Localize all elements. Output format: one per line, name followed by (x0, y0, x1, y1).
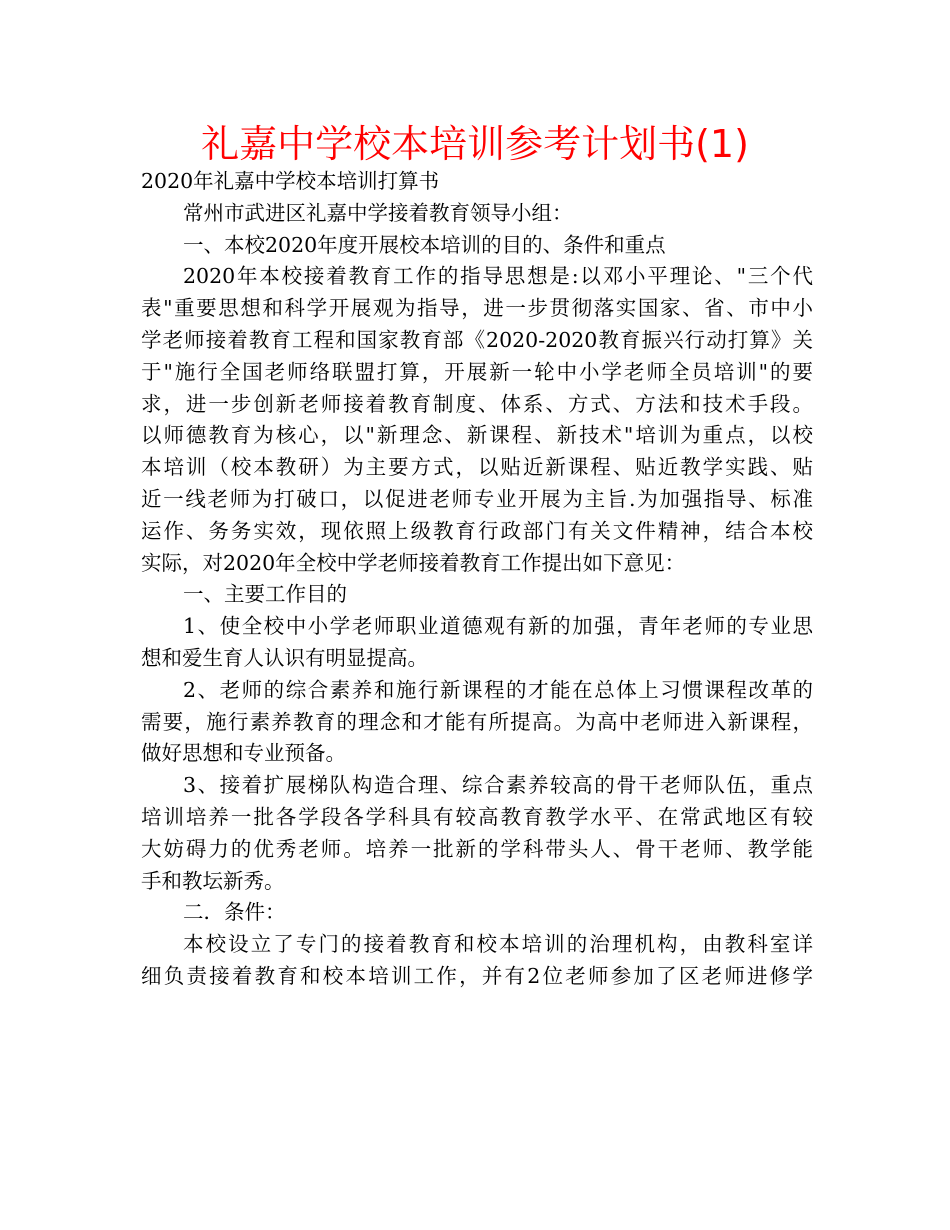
paragraph-line: 以师德教育为核心，以"新理念、新课程、新技术"培训为重点，以校 (141, 423, 813, 448)
paragraph-line: 近一线老师为打破口，以促进老师专业开展为主旨.为加强指导、标准 (141, 486, 813, 511)
subtitle-line: 2020年礼嘉中学校本培训打算书 (141, 169, 440, 193)
document-title: 礼嘉中学校本培训参考计划书(1) (201, 122, 749, 166)
paragraph-line: 需要，施行素养教育的理念和才能有所提高。为高中老师进入新课程， (141, 709, 813, 734)
paragraph-line: 本校设立了专门的接着教育和校本培训的治理机构，由教科室详 (183, 932, 813, 957)
paragraph-line: 细负责接着教育和校本培训工作，并有2位老师参加了区老师进修学 (141, 963, 813, 988)
paragraph-line: 想和爱生育人认识有明显提高。 (141, 645, 428, 670)
paragraph-line: 运作、务务实效，现依照上级教育行政部门有关文件精神，结合本校 (141, 518, 813, 543)
paragraph-line: 于"施行全国老师络联盟打算，开展新一轮中小学老师全员培训"的要 (141, 359, 813, 384)
paragraph-line: 做好思想和专业预备。 (141, 741, 346, 766)
paragraph-line: 2020年本校接着教育工作的指导思想是:以邓小平理论、"三个代 (183, 264, 813, 289)
paragraph-line: 培训培养一批各学段各学科具有较高教育教学水平、在常武地区有较 (141, 804, 813, 829)
paragraph-line: 大妨碍力的优秀老师。培养一批新的学科带头人、骨干老师、教学能 (141, 836, 813, 861)
section-heading: 一、本校2020年度开展校本培训的目的、条件和重点 (183, 232, 666, 257)
section-heading: 一、主要工作目的 (183, 582, 347, 607)
paragraph-line: 本培训（校本教研）为主要方式，以贴近新课程、贴近教学实践、贴 (141, 455, 813, 480)
paragraph-line: 2、老师的综合素养和施行新课程的才能在总体上习惯课程改革的 (183, 677, 813, 702)
section-heading: 二．条件： (183, 900, 286, 925)
addressee-line: 常州市武进区礼嘉中学接着教育领导小组： (183, 200, 573, 225)
paragraph-line: 实际，对2020年全校中学老师接着教育工作提出如下意见： (141, 550, 686, 575)
paragraph-line: 学老师接着教育工程和国家教育部《2020-2020教育振兴行动打算》关 (141, 327, 813, 352)
paragraph-line: 3、接着扩展梯队构造合理、综合素养较高的骨干老师队伍，重点 (183, 773, 813, 798)
paragraph-line: 表"重要思想和科学开展观为指导，进一步贯彻落实国家、省、市中小 (141, 296, 813, 321)
paragraph-line: 1、使全校中小学老师职业道德观有新的加强，青年老师的专业思 (183, 614, 813, 639)
paragraph-line: 手和教坛新秀。 (141, 868, 285, 893)
paragraph-line: 求，进一步创新老师接着教育制度、体系、方式、方法和技术手段。 (141, 391, 813, 416)
document-body (141, 166, 813, 993)
